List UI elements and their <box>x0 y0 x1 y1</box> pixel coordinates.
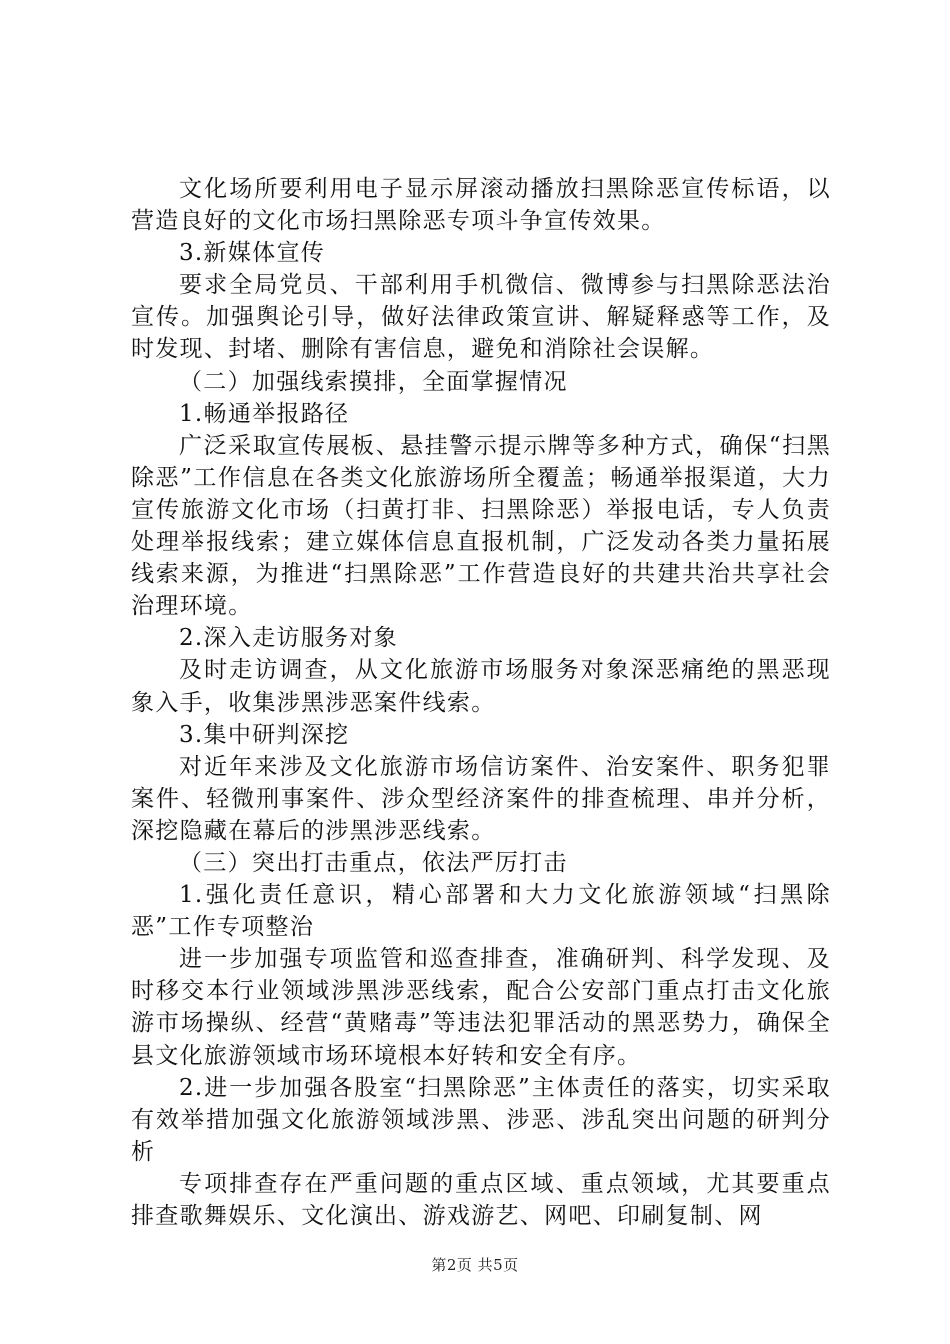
section-heading: （二）加强线索摸排，全面掌握情况 <box>179 368 568 395</box>
paragraph: 文化场所要利用电子显示屏滚动播放扫黑除恶宣传标语，以营造良好的文化市场扫黑除恶专项斗争宣传效果。 <box>131 176 831 235</box>
subheading: 3.新媒体宣传 <box>179 240 326 267</box>
section-heading: （三）突出打击重点，依法严厉打击 <box>179 849 568 876</box>
subheading: 1.强化责任意识，精心部署和大力文化旅游领域“扫黑除恶”工作专项整治 <box>131 882 831 941</box>
subheading: 2.深入走访服务对象 <box>179 625 398 652</box>
subheading: 2.进一步加强各股室“扫黑除恶”主体责任的落实，切实采取有效举措加强文化旅游领域涉黑、涉恶、涉乱突出问题的研判分析 <box>131 1074 831 1165</box>
paragraph: 专项排查存在严重问题的重点区域、重点领域，尤其要重点排查歌舞娱乐、文化演出、游戏游艺、网吧、印刷复制、网 <box>131 1170 831 1229</box>
paragraph: 要求全局党员、干部利用手机微信、微博参与扫黑除恶法治宣传。加强舆论引导，做好法律政策宣讲、解疑释惑等工作，及时发现、封堵、删除有害信息，避免和消除社会误解。 <box>131 272 831 363</box>
subheading: 1.畅通举报路径 <box>179 400 350 427</box>
page-number-footer: 第2页 共5页 <box>431 1256 519 1274</box>
paragraph: 进一步加强专项监管和巡查排查，准确研判、科学发现、及时移交本行业领域涉黑涉恶线索，配合公安部门重点打击文化旅游市场操纵、经营“黄赌毒”等违法犯罪活动的黑恶势力，确保全县文化旅游领域市场环境根本好转和安全有序。 <box>131 946 831 1069</box>
paragraph: 及时走访调查，从文化旅游市场服务对象深恶痛绝的黑恶现象入手，收集涉黑涉恶案件线索。 <box>131 657 831 716</box>
paragraph: 广泛采取宣传展板、悬挂警示提示牌等多种方式，确保“扫黑除恶”工作信息在各类文化旅游场所全覆盖；畅通举报渠道，大力宣传旅游文化市场（扫黄打非、扫黑除恶）举报电话，专人负责处理举报线索；建立媒体信息直报机制，广泛发动各类力量拓展线索来源，为推进“扫黑除恶”工作营造良好的共建共治共享社会治理环境。 <box>131 432 831 620</box>
document-body <box>131 173 831 1232</box>
paragraph: 对近年来涉及文化旅游市场信访案件、治安案件、职务犯罪案件、轻微刑事案件、涉众型经济案件的排查梳理、串并分析，深挖隐藏在幕后的涉黑涉恶线索。 <box>131 753 831 844</box>
subheading: 3.集中研判深挖 <box>179 721 350 748</box>
